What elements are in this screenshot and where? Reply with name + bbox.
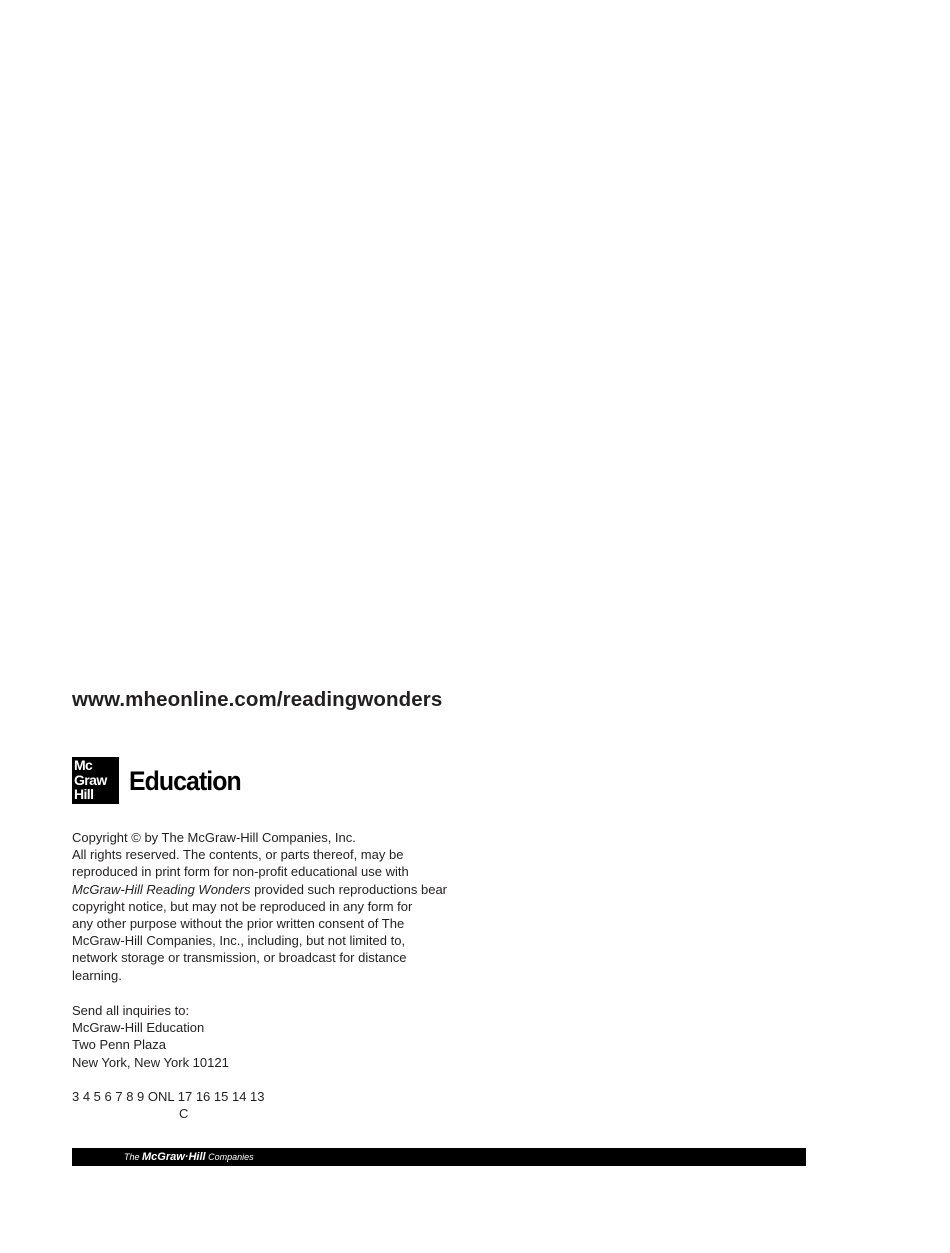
footer-brand-name: McGraw·Hill <box>142 1151 206 1163</box>
rights-line-rest: provided such reproductions bear <box>250 881 448 897</box>
print-numbers: 3 4 5 6 7 8 9 ONL 17 16 15 14 13 <box>72 1089 265 1104</box>
website-url: www.mheonline.com/readingwonders <box>72 688 443 711</box>
copyright-notice <box>72 829 447 984</box>
rights-line: All rights reserved. The contents, or parts thereof, may be <box>72 847 404 863</box>
address-city: New York, New York 10121 <box>72 1054 229 1070</box>
footer-suffix: Companies <box>205 1152 254 1162</box>
inquiries-heading: Send all inquiries to: <box>72 1003 190 1018</box>
copyright-line: Copyright © by The McGraw-Hill Companies, Inc. <box>72 830 356 845</box>
rights-line: network storage or transmission, or broadcast for distance <box>72 950 407 966</box>
logo-line-hill: Hill <box>74 786 94 802</box>
logo-wordmark: Education <box>129 766 241 796</box>
footer-brand <box>124 1148 254 1166</box>
rights-line: McGraw-Hill Companies, Inc., including, but not limited to, <box>72 933 406 949</box>
footer-prefix: The <box>124 1152 143 1162</box>
mcgraw-hill-logo-icon <box>72 757 119 804</box>
print-code: C <box>179 1106 189 1122</box>
inquiries-address <box>72 1002 229 1071</box>
rights-line: learning. <box>72 967 122 983</box>
product-title: McGraw-Hill Reading Wonders <box>72 881 251 897</box>
rights-line: reproduced in print form for non-profit educational use with <box>72 864 409 880</box>
logo-line-graw: Graw <box>74 771 107 788</box>
address-street: Two Penn Plaza <box>72 1037 166 1053</box>
rights-line: any other purpose without the prior written consent of The <box>72 916 405 932</box>
footer-bar <box>72 1148 806 1166</box>
logo-line-mc: Mc <box>74 757 93 773</box>
address-org: McGraw-Hill Education <box>72 1020 205 1036</box>
rights-line <box>72 881 447 898</box>
mcgraw-hill-education-logo <box>72 757 251 804</box>
print-line <box>72 1088 265 1122</box>
rights-line: copyright notice, but may not be reproduced in any form for <box>72 898 413 914</box>
